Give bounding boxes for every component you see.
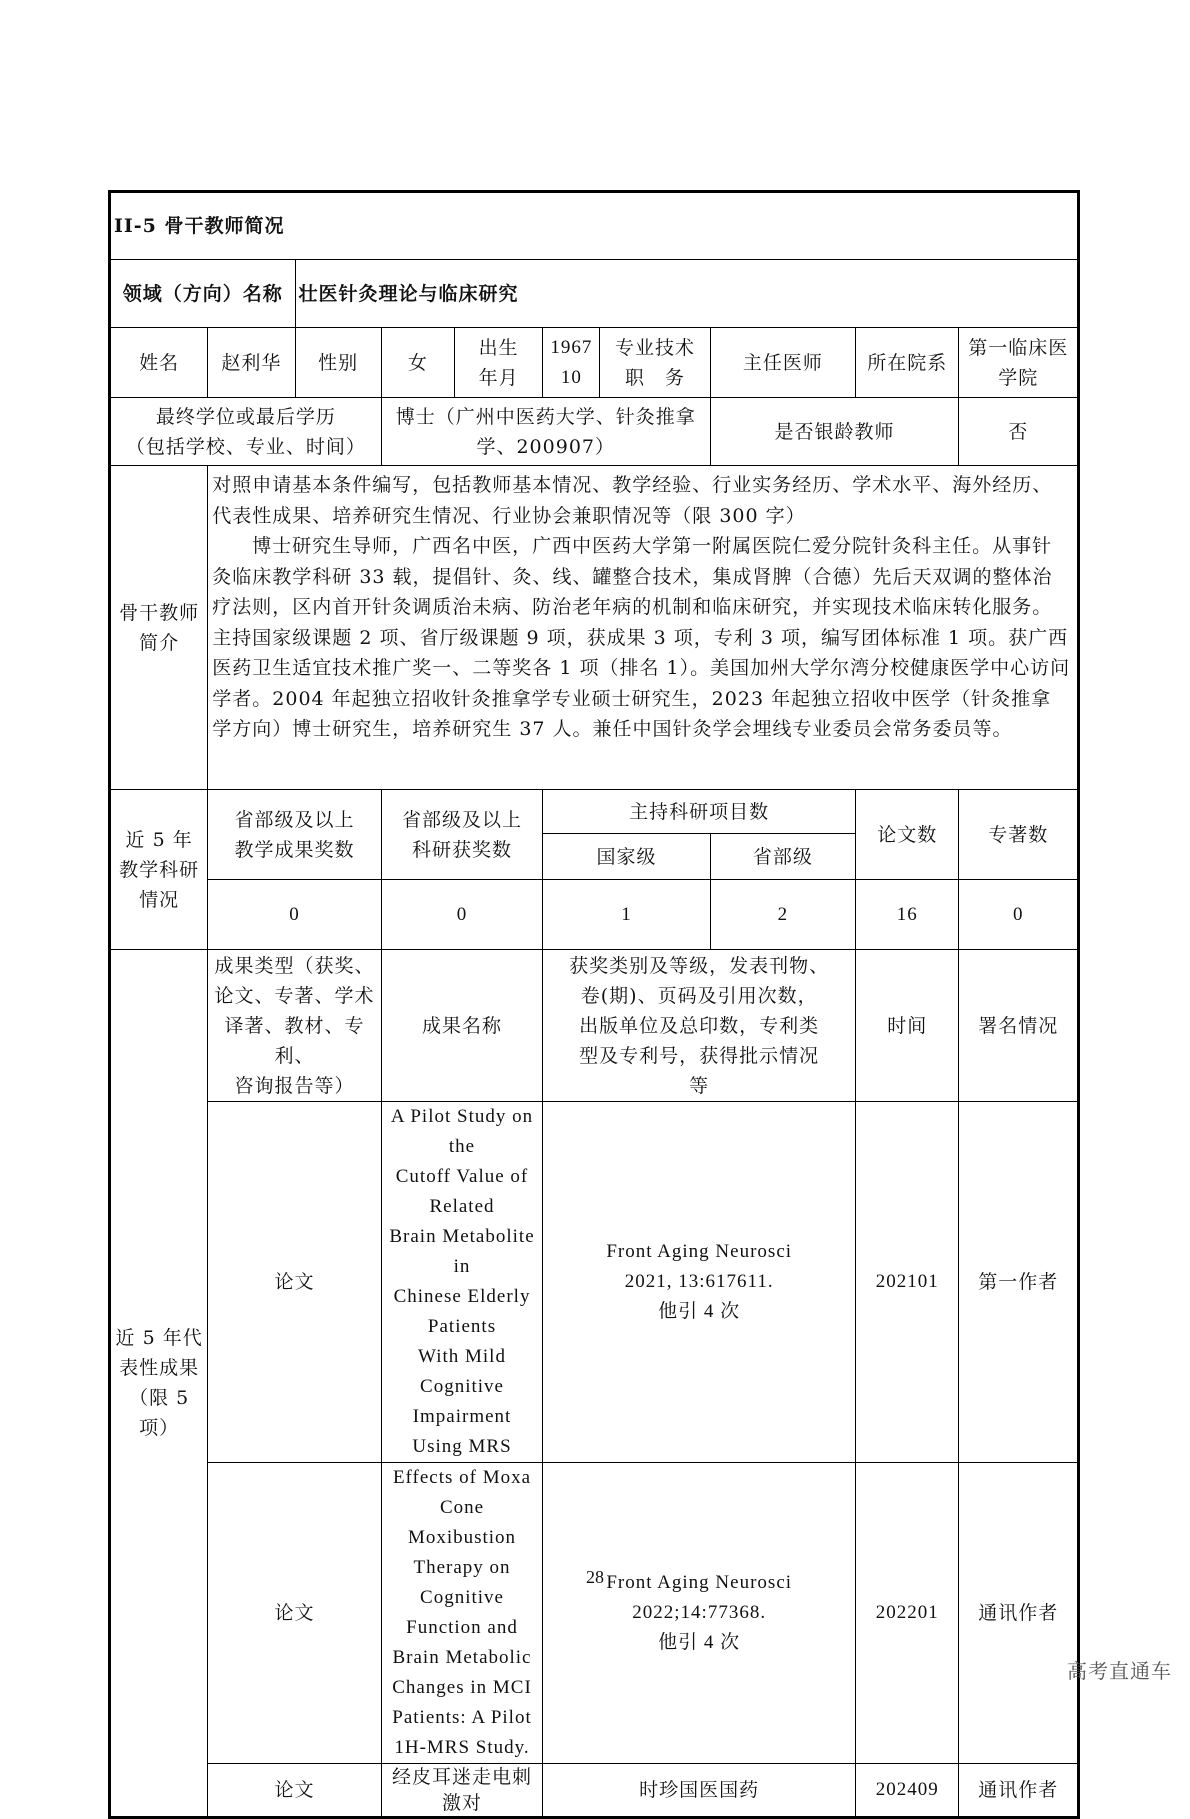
papers-header: 论文数 (856, 790, 959, 880)
achievement-detail: 时珍国医国药 (543, 1764, 856, 1818)
papers-value: 16 (856, 880, 959, 950)
gender-value: 女 (381, 328, 454, 398)
achievement-type: 论文 (208, 1102, 382, 1463)
birth-label: 出生 年月 (454, 328, 542, 398)
achievement-name: A Pilot Study on the Cutoff Value of Related Brain Metabolite in Chinese Elderly Patients With Mild Cognitive Impairment Using MRS (381, 1102, 542, 1463)
bio-text: 博士研究生导师，广西名中医，广西中医药大学第一附属医院仁爱分院针灸科主任。从事针灸临床教学科研 33 载，提倡针、灸、线、罐整合技术，集成肾脾（合德）先后天双调的整体治疗法则，区内首开针灸调质治未病、防治老年病的机制和临床研究，并实现技术临床转化服务。主持国家级课题 2 项、省厅级课题 9 项，获成果 3 项，专利 3 项，编写团体标准 1 项。获广西医药卫生适宜技术推广奖一、二等奖各 1 项（排名 1）。美国加州大学尔湾分校健康医学中心访问学者。2004 年起独立招收针灸推拿学专业硕士研究生，2023 年起独立招收中医学（针灸推拿学方向）博士研究生，培养研究生 37 人。兼任中国针灸学会埋线专业委员会常务委员等。 (212, 535, 1071, 740)
achievement-type: 论文 (208, 1463, 382, 1764)
achievements-label: 近 5 年代 表性成果 （限 5 项） (110, 950, 208, 1818)
achievement-author: 通讯作者 (959, 1764, 1079, 1818)
section-title: II-5 骨干教师简况 (110, 192, 1079, 260)
title-label: 专业技术 职 务 (600, 328, 710, 398)
dept-value: 第一临床医 学院 (959, 328, 1079, 398)
name-label: 姓名 (110, 328, 208, 398)
dept-label: 所在院系 (856, 328, 959, 398)
page-number: 28 (586, 1567, 604, 1587)
achievement-author: 第一作者 (959, 1102, 1079, 1463)
type-header: 成果类型（获奖、 论文、专著、学术 译著、教材、专利、 咨询报告等） (208, 950, 382, 1102)
books-value: 0 (959, 880, 1079, 950)
name-header: 成果名称 (381, 950, 542, 1102)
degree-label: 最终学位或最后学历 （包括学校、专业、时间） (110, 398, 382, 466)
bio-label: 骨干教师 简介 (110, 466, 208, 790)
achievement-detail: Front Aging Neurosci 2021, 13:617611. 他引 4 次 (543, 1102, 856, 1463)
national-header: 国家级 (543, 834, 710, 880)
achievement-time: 202201 (856, 1463, 959, 1764)
sci-award-header: 省部级及以上 科研获奖数 (381, 790, 542, 880)
detail-header: 获奖类别及等级，发表刊物、 卷(期)、页码及引用次数， 出版单位及总印数，专利类 型及专利号，获得批示情况 等 (543, 950, 856, 1102)
sci-award-value: 0 (381, 880, 542, 950)
silver-value: 否 (959, 398, 1079, 466)
provincial-header: 省部级 (710, 834, 855, 880)
field-value: 壮医针灸理论与临床研究 (295, 260, 1078, 328)
birth-value: 1967 10 (543, 328, 600, 398)
gender-label: 性别 (295, 328, 381, 398)
achievement-time: 202409 (856, 1764, 959, 1818)
time-header: 时间 (856, 950, 959, 1102)
achievement-type: 论文 (208, 1764, 382, 1818)
provincial-value: 2 (710, 880, 855, 950)
teach-award-header: 省部级及以上 教学成果奖数 (208, 790, 382, 880)
author-header: 署名情况 (959, 950, 1079, 1102)
projects-header: 主持科研项目数 (543, 790, 856, 834)
teach-award-value: 0 (208, 880, 382, 950)
achievement-name: 经皮耳迷走电刺激对 (381, 1764, 542, 1818)
books-header: 专著数 (959, 790, 1079, 880)
silver-label: 是否银龄教师 (710, 398, 959, 466)
achievement-author: 通讯作者 (959, 1463, 1079, 1764)
bio-instruction: 对照申请基本条件编写，包括教师基本情况、教学经验、行业实务经历、学术水平、海外经历、代表性成果、培养研究生情况、行业协会兼职情况等（限 300 字） (212, 474, 1053, 527)
watermark: 高考直通车 (1067, 1659, 1172, 1683)
name-value: 赵利华 (208, 328, 295, 398)
title-value: 主任医师 (710, 328, 855, 398)
bio-content (208, 466, 1079, 790)
achievement-time: 202101 (856, 1102, 959, 1463)
achievement-detail: Front Aging Neurosci 2022;14:77368. 他引 4 次 (543, 1463, 856, 1764)
achievement-name: Effects of Moxa Cone Moxibustion Therapy on Cognitive Function and Brain Metabolic Changes in MCI Patients: A Pilot 1H-MRS Study. (381, 1463, 542, 1764)
research-label: 近 5 年 教学科研 情况 (110, 790, 208, 950)
national-value: 1 (543, 880, 710, 950)
degree-value: 博士（广州中医药大学、针灸推拿 学、200907） (381, 398, 710, 466)
field-label: 领域（方向）名称 (110, 260, 296, 328)
